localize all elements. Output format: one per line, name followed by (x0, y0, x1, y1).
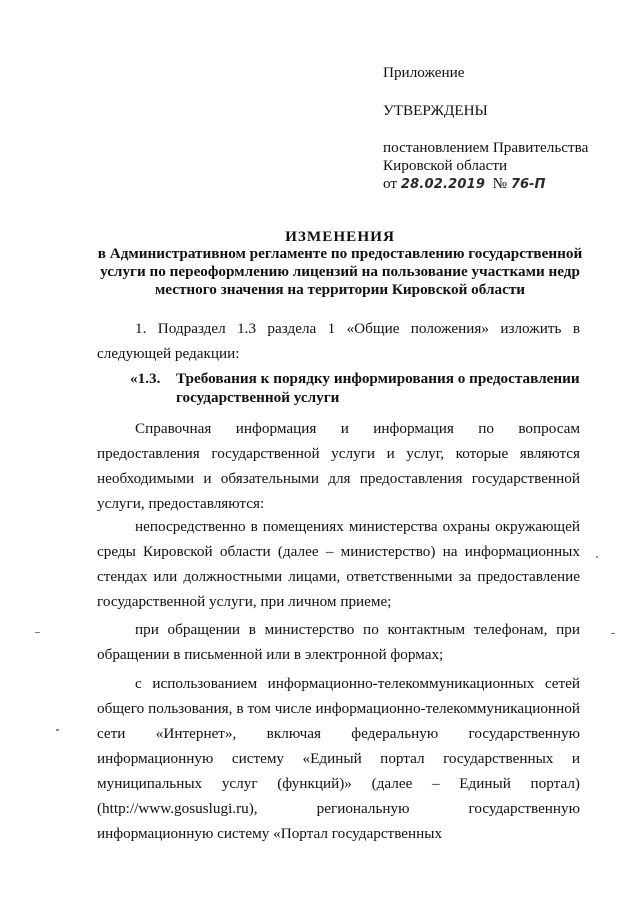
appendix-label: Приложение (383, 64, 465, 81)
approved-by-line2: Кировской области (383, 157, 508, 174)
section-title-line1: Требования к порядку информирования о предоставлении (176, 370, 580, 387)
section-heading (130, 369, 580, 407)
paragraph-1: 1. Подраздел 1.3 раздела 1 «Общие положения» изложить в следующей редакции: (97, 320, 580, 362)
paragraph-4: при обращении в министерство по контактным телефонам, при обращении в письменной или в электронной формах; (97, 621, 580, 663)
paragraph-3: непосредственно в помещениях министерства охраны окружающей среды Кировской области (далее – министерство) на информационных стендах или должностными лицами, ответственными за предоставление государственной услуги, при личном приеме; (97, 518, 580, 610)
handwritten-date: 28.02.2019 (400, 177, 486, 192)
date-prefix: от (383, 175, 398, 192)
handwritten-number: 76-П (510, 177, 546, 192)
approved-by-line1: постановлением Правительства (383, 139, 589, 156)
scan-speck (56, 729, 59, 731)
date-number-line (383, 175, 623, 194)
approval-block (383, 64, 623, 194)
document-title: ИЗМЕНЕНИЯ (285, 228, 395, 245)
number-sign: № (492, 175, 508, 192)
section-number: «1.3. (130, 370, 161, 387)
document-subtitle: в Административном регламенте по предоставлению государственной услуги по переоформлению лицензий на пользование участками недр местного значения на территории Кировской области (97, 245, 583, 298)
scan-speck (596, 556, 598, 558)
approved-label: УТВЕРЖДЕНЫ (383, 102, 488, 119)
scan-speck (611, 633, 615, 634)
scan-speck (35, 632, 40, 633)
paragraph-2: Справочная информация и информация по вопросам предоставления государственной услуги и услуг, которые являются необходимыми и обязательными для предоставления государственной услуги, предоставляются: (97, 420, 580, 512)
paragraph-5: с использованием информационно-телекоммуникационных сетей общего пользования, в том числе информационно-телекоммуникационной сети «Интернет», включая федеральную государственную информационную систему «Единый портал государственных и муниципальных услуг (функций)» (далее – Единый портал) (http://www.gosuslugi.ru), региональную государственную информационную систему «Портал государственных (97, 675, 580, 842)
section-title-line2: государственной услуги (176, 389, 340, 406)
